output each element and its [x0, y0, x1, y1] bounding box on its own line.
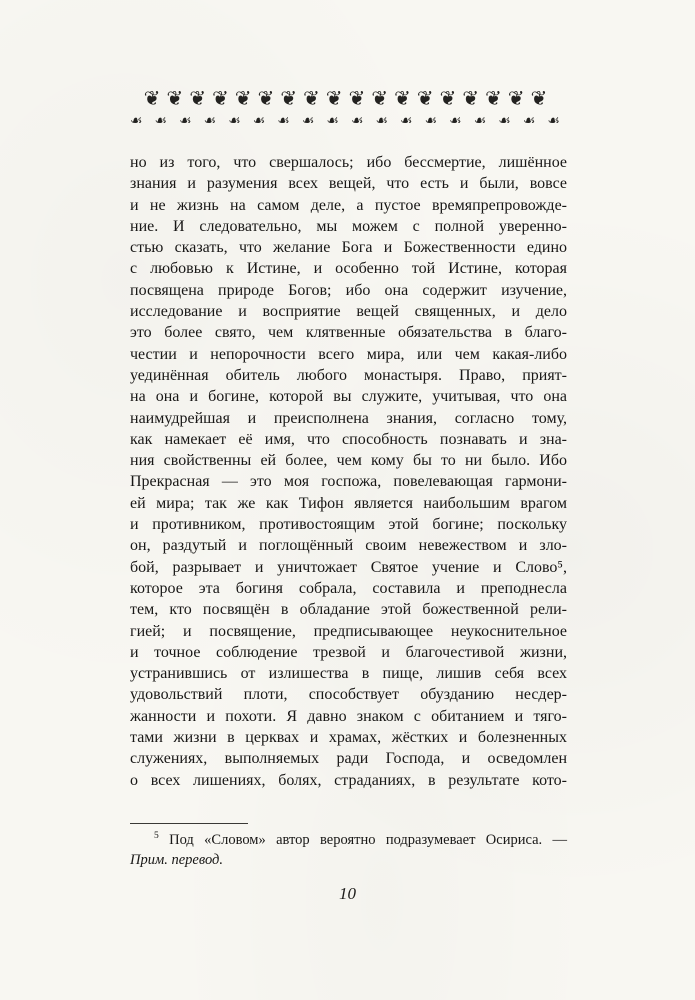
text-line: Прекрасная — это моя госпожа, повелевающая гармони- — [130, 473, 567, 491]
text-line: гией; и посвящение, предписывающее неукоснительное — [130, 622, 567, 640]
ornament-row-top: ❦❦❦❦❦❦❦❦❦❦❦❦❦❦❦❦❦❦ — [143, 86, 554, 110]
text-line: бой, разрывает и уничтожает Святое учение и Слово⁵, — [130, 558, 567, 576]
ornament-row-bottom: ☙☙☙☙☙☙☙☙☙☙☙☙☙☙☙☙☙☙ — [130, 113, 572, 129]
text-line: это более свято, чем клятвенные обязательства в благо- — [130, 324, 567, 342]
text-line: служениях, выполняемых ради Господа, и осведомлен — [130, 750, 567, 768]
text-line: но из того, что свершалось; ибо бессмертие, лишённое — [130, 154, 567, 171]
text-line: на она и богине, которой вы служите, учитывая, что она — [130, 388, 567, 406]
text-block — [130, 86, 572, 871]
footnote-text: Под «Словом» автор вероятно подразумевает Осириса. — — [169, 831, 568, 848]
text-line: знания и разумения всех вещей, что есть и были, вовсе — [130, 175, 567, 193]
footnote-marker: 5 — [154, 831, 159, 842]
footnote — [130, 823, 567, 871]
body-paragraph — [130, 152, 567, 791]
text-line: и точное соблюдение трезвой и благочестивой жизни, — [130, 643, 567, 661]
text-line: посвящена природе Богов; ибо она содержит изучение, — [130, 281, 567, 299]
page-number: 10 — [339, 884, 356, 903]
text-line: как намекает её имя, что способность познавать и зна- — [130, 430, 567, 448]
text-line: которое эта богиня собрала, составила и преподнесла — [130, 579, 567, 597]
text-line: он, раздутый и поглощённый своим невежеством и зло- — [130, 537, 567, 555]
text-line: исследование и восприятие вещей священных, и дело — [130, 303, 567, 321]
text-line: и противником, противостоящим этой богине; поскольку — [130, 516, 567, 534]
text-line: наимудрейшая и преисполнена знания, согласно тому, — [130, 409, 567, 427]
text-line: о всех лишениях, болях, страданиях, в результате кото- — [130, 771, 567, 789]
text-line: и не жизнь на самом деле, а пустое времяпрепровожде- — [130, 196, 567, 214]
text-line: ния свойственны ей более, чем кому бы то ни было. Ибо — [130, 452, 567, 470]
text-line: стью сказать, что желание Бога и Божественности едино — [130, 239, 567, 257]
footnote-separator — [130, 823, 248, 824]
text-line: жанности и похоти. Я давно знаком с обитанием и тяго- — [130, 707, 567, 725]
text-line: уединённая обитель любого монастыря. Право, прият- — [130, 366, 567, 384]
text-line: ние. И следовательно, мы можем с полной уверенно- — [130, 217, 567, 235]
text-line: тем, кто посвящён в обладание этой божественной рели- — [130, 601, 567, 619]
text-line: устранившись от излишества в пище, лишив себя всех — [130, 665, 567, 683]
text-line: тами жизни в церквах и храмах, жёстких и болезненных — [130, 729, 567, 747]
text-line: с любовью к Истине, и особенно той Истине, которая — [130, 260, 567, 278]
text-line: удовольствий плоти, способствует обузданию несдер- — [130, 686, 567, 704]
text-line: ей мира; так же как Тифон является наибольшим врагом — [130, 494, 567, 512]
ornament-border — [130, 86, 572, 130]
footnote-line — [130, 831, 567, 851]
text-line: честии и непорочности всего мира, или чем какая-либо — [130, 345, 567, 363]
footnote-attribution: Прим. перевод. — [130, 852, 223, 869]
